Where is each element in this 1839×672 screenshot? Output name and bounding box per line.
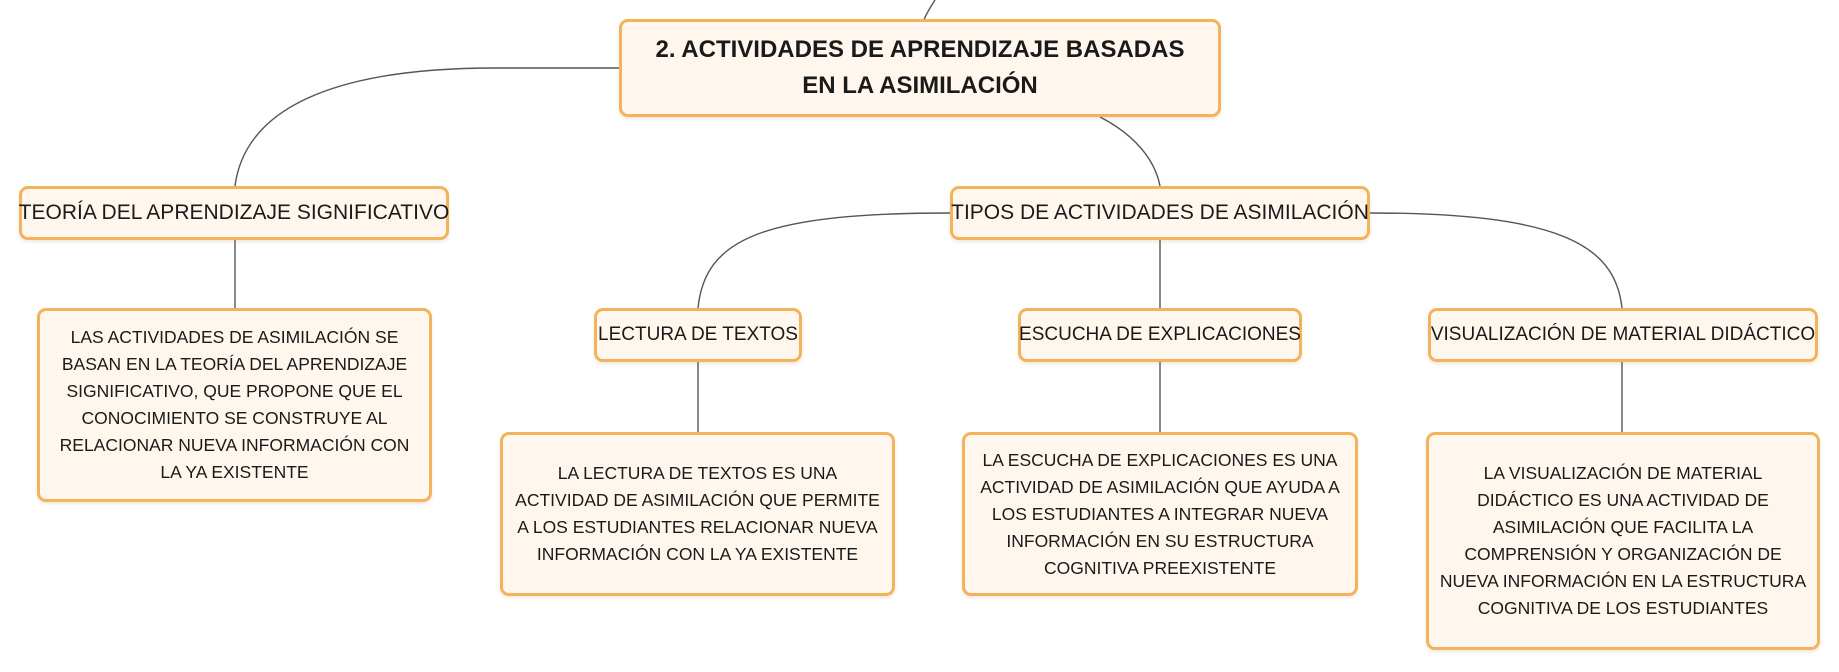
lectura-description-text: LA LECTURA DE TEXTOS ES UNA ACTIVIDAD DE ASIMILACIÓN QUE PERMITE A LOS ESTUDIANTES RELACIONAR NUEVA INFORMACIÓN CON LA YA EXISTENTE xyxy=(515,463,880,564)
theory-topic-node[interactable] xyxy=(19,186,449,240)
types-topic-node[interactable] xyxy=(950,186,1370,240)
connector-root-to-types xyxy=(1100,117,1160,186)
visualizacion-topic-title: VISUALIZACIÓN DE MATERIAL DIDÁCTICO xyxy=(1430,324,1816,345)
escucha-description-node[interactable] xyxy=(962,432,1358,596)
connector-parent-to-root xyxy=(924,0,935,20)
escucha-topic-node[interactable] xyxy=(1018,308,1302,362)
theory-description-text: LAS ACTIVIDADES DE ASIMILACIÓN SE BASAN EN LA TEORÍA DEL APRENDIZAJE SIGNIFICATIVO, QUE PROPONE QUE EL CONOCIMIENTO SE CONSTRUYE AL RELACIONAR NUEVA INFORMACIÓN CON LA YA EXISTENTE xyxy=(59,327,410,482)
escucha-topic-title: ESCUCHA DE EXPLICACIONES xyxy=(1019,324,1301,345)
theory-topic-title: TEORÍA DEL APRENDIZAJE SIGNIFICATIVO xyxy=(18,201,450,224)
lectura-topic-node[interactable] xyxy=(594,308,802,362)
connector-types-to-lectura xyxy=(698,213,950,308)
theory-description-node[interactable] xyxy=(37,308,432,502)
root-topic-node[interactable] xyxy=(619,19,1221,117)
visualizacion-topic-node[interactable] xyxy=(1428,308,1818,362)
lectura-description-node[interactable] xyxy=(500,432,895,596)
connector-root-to-theory xyxy=(235,68,620,186)
escucha-description-text: LA ESCUCHA DE EXPLICACIONES ES UNA ACTIVIDAD DE ASIMILACIÓN QUE AYUDA A LOS ESTUDIANTES A INTEGRAR NUEVA INFORMACIÓN EN SU ESTRUCTURA COGNITIVA PREEXISTENTE xyxy=(980,449,1340,578)
lectura-topic-title: LECTURA DE TEXTOS xyxy=(598,324,798,345)
connector-types-to-visualizacion xyxy=(1370,213,1622,308)
types-topic-title: TIPOS DE ACTIVIDADES DE ASIMILACIÓN xyxy=(951,201,1369,224)
root-topic-title: 2. ACTIVIDADES DE APRENDIZAJE BASADAS EN LA ASIMILACIÓN xyxy=(655,36,1185,99)
visualizacion-description-node[interactable] xyxy=(1426,432,1820,650)
visualizacion-description-text: LA VISUALIZACIÓN DE MATERIAL DIDÁCTICO ES UNA ACTIVIDAD DE ASIMILACIÓN QUE FACILITA LA COMPRENSIÓN Y ORGANIZACIÓN DE NUEVA INFORMACIÓN EN LA ESTRUCTURA COGNITIVA DE LOS ESTUDIANTES xyxy=(1439,463,1807,618)
